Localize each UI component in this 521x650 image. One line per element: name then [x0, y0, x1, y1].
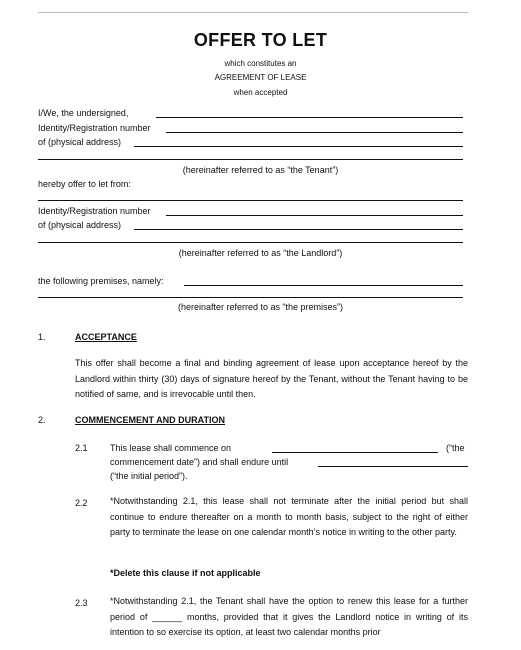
subtitle-line-2: AGREEMENT OF LEASE — [214, 73, 307, 82]
commencement-date-field[interactable] — [272, 452, 438, 453]
tenant-id-field[interactable] — [166, 132, 463, 133]
section-2-number: 2. — [38, 415, 46, 425]
landlord-address-field[interactable] — [134, 229, 463, 230]
clause-2-3-number: 2.3 — [75, 598, 88, 608]
landlord-id-label: Identity/Registration number — [38, 206, 151, 216]
end-date-field[interactable] — [318, 466, 468, 467]
premises-label: the following premises, namely: — [38, 276, 164, 286]
section-1-heading: ACCEPTANCE — [75, 332, 137, 342]
tenant-address-field[interactable] — [134, 146, 463, 147]
premises-field[interactable] — [184, 285, 463, 286]
tenant-we-label: I/We, the undersigned, — [38, 108, 129, 118]
top-rule — [38, 12, 468, 13]
section-1-body: This offer shall become a final and binding agreement of lease upon acceptance hereof by the Landlord within thirty (30) days of signature hereof by the Tenant, without the Tenant having to be notified of same, and is irrevocable until then. — [75, 358, 468, 399]
tenant-name-field[interactable] — [156, 117, 463, 118]
premises-field-2[interactable] — [38, 297, 463, 298]
landlord-referred-text: (hereinafter referred to as “the Landlord”) — [178, 248, 343, 258]
section-1-number: 1. — [38, 332, 46, 342]
tenant-referred-text: (hereinafter referred to as “the Tenant”) — [182, 165, 339, 175]
document-title: OFFER TO LET — [193, 30, 328, 50]
clause-2-3-text: *Notwithstanding 2.1, the Tenant shall have the option to renew this lease for a further period of ______ months, provided that it gives the Landlord notice in writing of its intention to so exercise its option, at least two calendar months prior — [110, 596, 468, 637]
landlord-address-field-2[interactable] — [38, 242, 463, 243]
clause-2-1-text-c: commencement date”) and shall endure until — [110, 457, 289, 467]
clause-2-2-number: 2.2 — [75, 498, 88, 508]
tenant-id-label: Identity/Registration number — [38, 123, 151, 133]
landlord-address-label: of (physical address) — [38, 220, 122, 230]
subtitle-line-3: when accepted — [233, 88, 288, 97]
clause-2-1-text-d: (“the initial period”). — [110, 471, 188, 481]
tenant-address-field-2[interactable] — [38, 159, 463, 160]
section-2-heading: COMMENCEMENT AND DURATION — [75, 415, 225, 425]
subtitle-line-1: which constitutes an — [224, 59, 297, 68]
premises-referred-text: (hereinafter referred to as “the premises”) — [177, 302, 344, 312]
landlord-id-field[interactable] — [166, 215, 463, 216]
tenant-address-label: of (physical address) — [38, 137, 122, 147]
clause-2-1-number: 2.1 — [75, 443, 88, 453]
landlord-name-field[interactable] — [38, 200, 463, 201]
clause-2-2-text: *Notwithstanding 2.1, this lease shall not terminate after the initial period but shall continue to endure thereafter on a month to month basis, subject to the right of either party to terminate the lease on one calendar month’s notice in writing to the other party. — [110, 496, 468, 537]
clause-2-1-text-a: This lease shall commence on — [110, 443, 232, 453]
clause-2-1-text-b: (“the — [446, 443, 465, 453]
offer-from-label: hereby offer to let from: — [38, 179, 131, 189]
clause-2-2-note: *Delete this clause if not applicable — [110, 568, 261, 578]
